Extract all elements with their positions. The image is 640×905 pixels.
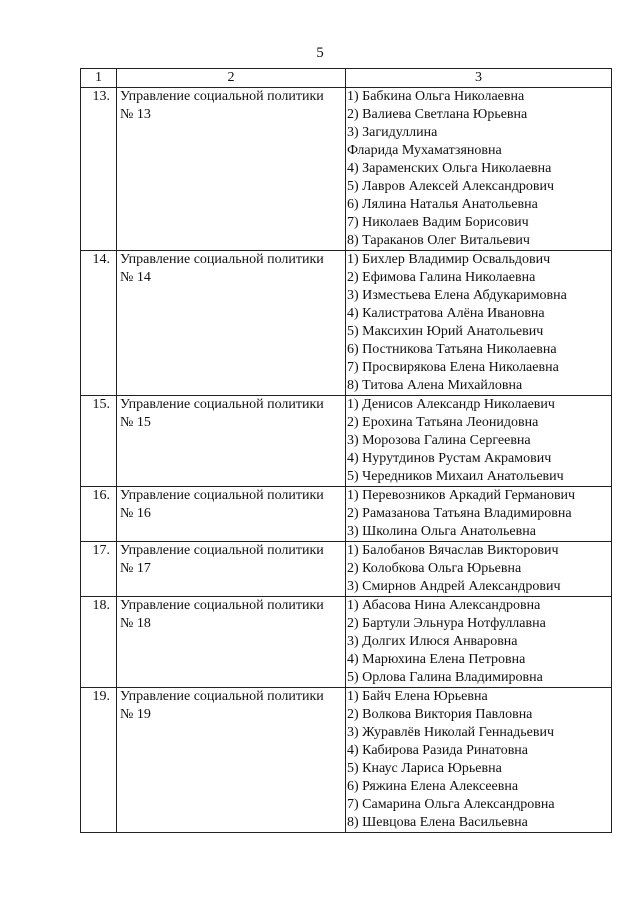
page-number: 5 xyxy=(316,45,324,61)
member-name: 3) Смирнов Андрей Александрович xyxy=(347,579,561,594)
member-name: Фларида Мухаматзяновна xyxy=(347,143,502,158)
member-name: 6) Лялина Наталья Анатольевна xyxy=(347,197,538,212)
member-name: 7) Николаев Вадим Борисович xyxy=(347,215,529,230)
department-number: № 15 xyxy=(120,415,151,430)
row-number: 18. xyxy=(81,597,117,688)
row-number: 14. xyxy=(81,251,117,396)
department-name: Управление социальной политики xyxy=(120,488,324,503)
department-number: № 17 xyxy=(120,561,151,576)
department-name: Управление социальной политики xyxy=(120,689,324,704)
member-name: 4) Нурутдинов Рустам Акрамович xyxy=(347,451,552,466)
member-name: 1) Балобанов Вячаслав Викторович xyxy=(347,543,559,558)
member-name: 3) Долгих Илюся Анваровна xyxy=(347,634,518,649)
department-number: № 13 xyxy=(120,107,151,122)
header-col-3: 3 xyxy=(346,69,612,88)
member-name: 1) Абасова Нина Александровна xyxy=(347,598,541,613)
department-cell xyxy=(117,597,346,688)
member-name: 5) Максихин Юрий Анатольевич xyxy=(347,324,544,339)
member-name: 3) Морозова Галина Сергеевна xyxy=(347,433,531,448)
table-row xyxy=(81,597,612,688)
row-number: 19. xyxy=(81,688,117,833)
members-cell xyxy=(346,597,612,688)
row-number: 16. xyxy=(81,487,117,542)
member-name: 6) Постникова Татьяна Николаевна xyxy=(347,342,557,357)
member-name: 8) Титова Алена Михайловна xyxy=(347,378,523,393)
member-name: 4) Кабирова Разида Ринатовна xyxy=(347,743,529,758)
department-name: Управление социальной политики xyxy=(120,598,324,613)
table-row xyxy=(81,487,612,542)
department-cell xyxy=(117,688,346,833)
department-number: № 18 xyxy=(120,616,151,631)
department-cell xyxy=(117,396,346,487)
member-name: 7) Самарина Ольга Александровна xyxy=(347,797,555,812)
member-name: 6) Ряжина Елена Алексеевна xyxy=(347,779,519,794)
member-name: 8) Тараканов Олег Витальевич xyxy=(347,233,530,248)
member-name: 1) Бихлер Владимир Освальдович xyxy=(347,252,551,267)
member-name: 2) Ефимова Галина Николаевна xyxy=(347,270,536,285)
members-cell xyxy=(346,688,612,833)
member-name: 5) Кнаус Лариса Юрьевна xyxy=(347,761,502,776)
member-name: 5) Лавров Алексей Александрович xyxy=(347,179,555,194)
department-name: Управление социальной политики xyxy=(120,252,324,267)
member-name: 8) Шевцова Елена Васильевна xyxy=(347,815,528,830)
department-name: Управление социальной политики xyxy=(120,397,324,412)
member-name: 7) Просвирякова Елена Николаевна xyxy=(347,360,559,375)
member-name: 1) Денисов Александр Николаевич xyxy=(347,397,555,412)
member-name: 2) Бартули Эльнура Нотфуллавна xyxy=(347,616,546,631)
members-cell xyxy=(346,487,612,542)
member-name: 3) Загидуллина xyxy=(347,125,438,140)
member-name: 2) Волкова Виктория Павловна xyxy=(347,707,533,722)
member-name: 1) Байч Елена Юрьевна xyxy=(347,689,488,704)
department-number: № 16 xyxy=(120,506,151,521)
table-row xyxy=(81,542,612,597)
member-name: 2) Колобкова Ольга Юрьевна xyxy=(347,561,522,576)
department-name: Управление социальной политики xyxy=(120,89,324,104)
member-name: 4) Калистратова Алёна Ивановна xyxy=(347,306,545,321)
members-cell xyxy=(346,88,612,251)
department-cell xyxy=(117,487,346,542)
table-row xyxy=(81,251,612,396)
member-name: 2) Рамазанова Татьяна Владимировна xyxy=(347,506,572,521)
members-cell xyxy=(346,251,612,396)
table-row xyxy=(81,88,612,251)
member-name: 5) Чередников Михаил Анатольевич xyxy=(347,469,564,484)
member-name: 4) Марюхина Елена Петровна xyxy=(347,652,526,667)
member-name: 3) Изместьева Елена Абдукаримовна xyxy=(347,288,567,303)
members-cell xyxy=(346,396,612,487)
row-number: 13. xyxy=(81,88,117,251)
commission-table xyxy=(80,68,612,833)
department-cell xyxy=(117,88,346,251)
member-name: 2) Валиева Светлана Юрьевна xyxy=(347,107,528,122)
member-name: 5) Орлова Галина Владимировна xyxy=(347,670,543,685)
table-body xyxy=(81,69,612,833)
department-name: Управление социальной политики xyxy=(120,543,324,558)
table-header-row xyxy=(81,69,612,88)
members-cell xyxy=(346,542,612,597)
member-name: 4) Зараменских Ольга Николаевна xyxy=(347,161,552,176)
row-number: 15. xyxy=(81,396,117,487)
member-name: 3) Журавлёв Николай Геннадьевич xyxy=(347,725,554,740)
member-name: 1) Бабкина Ольга Николаевна xyxy=(347,89,525,104)
header-col-1: 1 xyxy=(81,69,117,88)
table-row xyxy=(81,688,612,833)
department-cell xyxy=(117,251,346,396)
department-number: № 14 xyxy=(120,270,151,285)
department-number: № 19 xyxy=(120,707,151,722)
table-row xyxy=(81,396,612,487)
row-number: 17. xyxy=(81,542,117,597)
member-name: 2) Ерохина Татьяна Леонидовна xyxy=(347,415,539,430)
member-name: 1) Перевозников Аркадий Германович xyxy=(347,488,576,503)
header-col-2: 2 xyxy=(117,69,346,88)
member-name: 3) Школина Ольга Анатольевна xyxy=(347,524,536,539)
department-cell xyxy=(117,542,346,597)
